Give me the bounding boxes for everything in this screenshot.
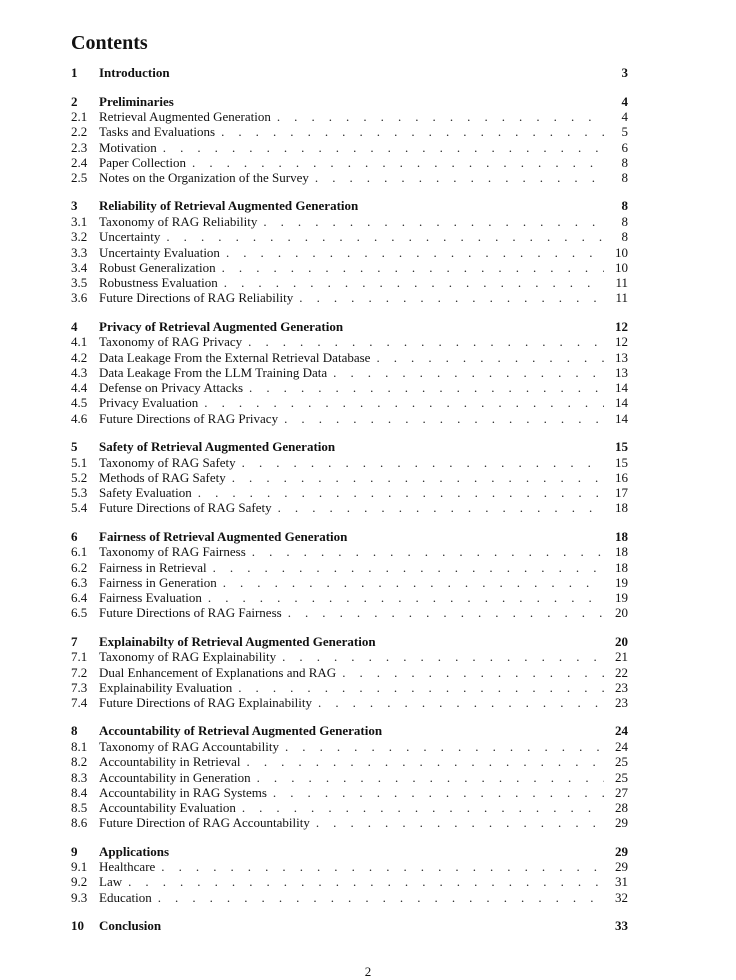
- toc-entry-page: 16: [615, 469, 628, 485]
- toc-entry-page: 14: [615, 395, 628, 411]
- toc-entry-title[interactable]: Fairness of Retrieval Augmented Generation: [99, 528, 348, 544]
- toc-section-entry[interactable]: [71, 124, 628, 139]
- toc-section-entry[interactable]: [71, 665, 628, 680]
- toc-entry-number: 8.2: [71, 754, 88, 770]
- toc-entry-title[interactable]: Law: [99, 874, 123, 890]
- toc-entry-number: 7.3: [71, 679, 88, 695]
- toc-entry-page: 14: [615, 380, 628, 396]
- toc-entry-page: 29: [615, 815, 628, 831]
- toc-chapter-group: [71, 844, 628, 905]
- toc-chapter-entry[interactable]: [71, 65, 628, 81]
- toc-entry-title[interactable]: Motivation: [99, 139, 157, 155]
- dot-leader: [223, 575, 604, 590]
- toc-entry-page: 4: [621, 109, 628, 124]
- toc-chapter-group: [71, 634, 628, 711]
- toc-entry-title[interactable]: Introduction: [99, 65, 170, 80]
- dot-leader: [222, 260, 604, 275]
- toc-entry-title[interactable]: Accountability of Retrieval Augmented Generation: [99, 723, 383, 739]
- toc-entry-title[interactable]: Paper Collection: [99, 154, 187, 170]
- toc-entry-number: 5.3: [71, 485, 88, 501]
- toc-entry-title[interactable]: Retrieval Augmented Generation: [99, 109, 271, 124]
- toc-chapter-entry[interactable]: [71, 198, 628, 214]
- dot-leader: [252, 544, 604, 559]
- toc-section-entry[interactable]: [71, 170, 628, 185]
- toc-entry-title[interactable]: Healthcare: [99, 859, 156, 875]
- toc-entry-page: 6: [621, 139, 628, 155]
- toc-section-entry[interactable]: [71, 859, 628, 874]
- table-of-contents: [71, 30, 628, 947]
- dot-leader: [163, 140, 604, 155]
- toc-entry-page: 8: [621, 154, 628, 170]
- dot-leader: [277, 109, 604, 124]
- toc-entry-title[interactable]: Taxonomy of RAG Fairness: [99, 544, 246, 560]
- toc-entry-title[interactable]: Taxonomy of RAG Explainability: [99, 649, 277, 665]
- toc-chapter-entry[interactable]: [71, 634, 628, 650]
- toc-chapter-entry[interactable]: [71, 319, 628, 335]
- toc-section-entry[interactable]: [71, 350, 628, 365]
- toc-entry-number: 10: [71, 918, 84, 934]
- toc-section-entry[interactable]: [71, 680, 628, 695]
- dot-leader: [213, 560, 604, 575]
- toc-section-entry[interactable]: [71, 290, 628, 305]
- toc-chapter-entry[interactable]: [71, 723, 628, 739]
- dot-leader: [224, 275, 604, 290]
- page-number: 2: [364, 964, 372, 979]
- toc-entry-page: 13: [615, 364, 628, 380]
- toc-section-entry[interactable]: [71, 380, 628, 395]
- toc-entry-title[interactable]: Data Leakage From the LLM Training Data: [99, 364, 328, 380]
- toc-entry-page: 5: [621, 124, 628, 140]
- dot-leader: [263, 214, 604, 229]
- toc-entry-number: 7: [71, 633, 78, 649]
- toc-entry-title[interactable]: Defense on Privacy Attacks: [99, 380, 244, 396]
- toc-entry-page: 25: [615, 769, 628, 785]
- toc-entry-number: 6.5: [71, 605, 88, 621]
- toc-body: [71, 65, 628, 934]
- toc-entry-number: 2.2: [71, 124, 88, 140]
- dot-leader: [128, 874, 604, 889]
- toc-entry-number: 4.3: [71, 364, 88, 380]
- dot-leader: [376, 350, 604, 365]
- toc-entry-number: 3.3: [71, 244, 88, 260]
- toc-entry-page: 15: [615, 439, 628, 455]
- toc-section-entry[interactable]: [71, 485, 628, 500]
- toc-section-entry[interactable]: [71, 140, 628, 155]
- toc-entry-page: 14: [615, 410, 628, 426]
- dot-leader: [242, 800, 604, 815]
- toc-entry-page: 3: [621, 65, 628, 80]
- toc-section-entry[interactable]: [71, 245, 628, 260]
- toc-entry-page: 32: [615, 889, 628, 905]
- toc-entry-number: 2.3: [71, 139, 88, 155]
- toc-entry-title[interactable]: Explainability Evaluation: [99, 679, 233, 695]
- toc-section-entry[interactable]: [71, 155, 628, 170]
- toc-chapter-group: [71, 94, 628, 186]
- toc-section-entry[interactable]: [71, 260, 628, 275]
- toc-entry-page: 12: [615, 318, 628, 334]
- toc-entry-number: 3.6: [71, 290, 88, 306]
- dot-leader: [342, 665, 604, 680]
- toc-section-entry[interactable]: [71, 365, 628, 380]
- toc-entry-page: 8: [621, 198, 628, 214]
- dot-leader: [273, 785, 604, 800]
- toc-entry-number: 5.4: [71, 500, 88, 516]
- toc-entry-number: 6.2: [71, 559, 88, 575]
- toc-entry-number: 9.2: [71, 874, 88, 890]
- toc-entry-page: 18: [615, 528, 628, 544]
- toc-section-entry[interactable]: [71, 214, 628, 229]
- toc-entry-title[interactable]: Reliability of Retrieval Augmented Generation: [99, 198, 359, 214]
- toc-entry-page: 8: [621, 213, 628, 229]
- toc-entry-title[interactable]: Future Directions of RAG Fairness: [99, 605, 282, 621]
- toc-entry-page: 24: [615, 723, 628, 739]
- toc-entry-page: 20: [615, 605, 628, 621]
- toc-entry-title[interactable]: Future Direction of RAG Accountability: [99, 815, 310, 831]
- toc-section-entry[interactable]: [71, 560, 628, 575]
- toc-entry-page: 23: [615, 695, 628, 711]
- toc-entry-page: 31: [615, 874, 628, 890]
- dot-leader: [284, 411, 604, 426]
- toc-entry-page: 20: [615, 633, 628, 649]
- dot-leader: [288, 605, 604, 620]
- toc-entry-page: 33: [615, 918, 628, 934]
- toc-entry-number: 4.6: [71, 410, 88, 426]
- toc-entry-title[interactable]: Education: [99, 889, 152, 905]
- toc-entry-number: 1: [71, 65, 78, 80]
- toc-entry-number: 4.4: [71, 380, 88, 396]
- toc-entry-page: 18: [615, 559, 628, 575]
- toc-section-entry[interactable]: [71, 605, 628, 620]
- dot-leader: [226, 245, 604, 260]
- toc-entry-number: 6.1: [71, 544, 88, 560]
- toc-entry-title[interactable]: Taxonomy of RAG Accountability: [99, 738, 279, 754]
- toc-entry-number: 3.1: [71, 213, 88, 229]
- toc-entry-number: 9.3: [71, 889, 88, 905]
- toc-section-entry[interactable]: [71, 649, 628, 664]
- toc-chapter-group: [71, 319, 628, 426]
- toc-entry-title[interactable]: Methods of RAG Safety: [99, 469, 226, 485]
- toc-entry-number: 2.4: [71, 154, 88, 170]
- page-title: Contents: [71, 32, 148, 54]
- toc-entry-number: 5: [71, 439, 78, 455]
- toc-entry-page: 29: [615, 859, 628, 875]
- toc-section-entry[interactable]: [71, 800, 628, 815]
- toc-entry-title[interactable]: Fairness Evaluation: [99, 590, 202, 606]
- toc-entry-title[interactable]: Taxonomy of RAG Privacy: [99, 334, 243, 350]
- toc-entry-title[interactable]: Accountability in Generation: [99, 769, 251, 785]
- toc-entry-title[interactable]: Applications: [99, 843, 170, 859]
- toc-entry-page: 13: [615, 349, 628, 365]
- dot-leader: [299, 290, 604, 305]
- toc-section-entry[interactable]: [71, 575, 628, 590]
- dot-leader: [333, 365, 604, 380]
- toc-entry-title[interactable]: Uncertainty: [99, 229, 161, 245]
- toc-entry-page: 23: [615, 679, 628, 695]
- toc-entry-number: 8.4: [71, 784, 88, 800]
- toc-section-entry[interactable]: [71, 739, 628, 754]
- toc-entry-page: 29: [615, 843, 628, 859]
- toc-entry-title[interactable]: Data Leakage From the External Retrieval Database: [99, 349, 371, 365]
- toc-section-entry[interactable]: [71, 890, 628, 905]
- toc-entry-title[interactable]: Fairness in Retrieval: [99, 559, 207, 575]
- toc-entry-page: 15: [615, 454, 628, 470]
- toc-entry-page: 22: [615, 664, 628, 680]
- toc-section-entry[interactable]: [71, 695, 628, 710]
- toc-chapter-group: [71, 198, 628, 305]
- toc-entry-number: 3.4: [71, 259, 88, 275]
- toc-section-entry[interactable]: [71, 334, 628, 349]
- toc-entry-page: 18: [615, 500, 628, 516]
- toc-section-entry[interactable]: [71, 275, 628, 290]
- toc-entry-title[interactable]: Robust Generalization: [99, 259, 216, 275]
- dot-leader: [242, 455, 604, 470]
- toc-entry-title[interactable]: Safety Evaluation: [99, 485, 192, 501]
- toc-entry-number: 4: [71, 318, 78, 334]
- dot-leader: [204, 395, 604, 410]
- dot-leader: [318, 695, 604, 710]
- toc-entry-page: 28: [615, 800, 628, 816]
- dot-leader: [248, 334, 604, 349]
- dot-leader: [221, 124, 604, 139]
- toc-chapter-group: [71, 439, 628, 516]
- toc-entry-number: 8.1: [71, 738, 88, 754]
- toc-entry-number: 2: [71, 93, 78, 109]
- toc-entry-number: 5.1: [71, 454, 88, 470]
- dot-leader: [208, 590, 604, 605]
- dot-leader: [257, 770, 604, 785]
- toc-entry-page: 21: [615, 649, 628, 665]
- toc-entry-page: 10: [615, 259, 628, 275]
- toc-chapter-group: [71, 65, 628, 81]
- toc-entry-number: 2.5: [71, 170, 88, 186]
- toc-entry-title[interactable]: Tasks and Evaluations: [99, 124, 216, 140]
- toc-section-entry[interactable]: [71, 229, 628, 244]
- toc-section-entry[interactable]: [71, 770, 628, 785]
- toc-chapter-entry[interactable]: [71, 439, 628, 455]
- toc-entry-page: 12: [615, 334, 628, 350]
- toc-entry-page: 8: [621, 229, 628, 245]
- toc-entry-page: 24: [615, 738, 628, 754]
- dot-leader: [232, 470, 604, 485]
- toc-entry-title[interactable]: Robustness Evaluation: [99, 275, 218, 291]
- dot-leader: [166, 229, 604, 244]
- toc-entry-number: 4.2: [71, 349, 88, 365]
- toc-entry-number: 8: [71, 723, 78, 739]
- toc-entry-number: 8.5: [71, 800, 88, 816]
- toc-entry-page: 18: [615, 544, 628, 560]
- dot-leader: [161, 859, 604, 874]
- toc-chapter-entry[interactable]: [71, 529, 628, 545]
- toc-entry-title[interactable]: Future Directions of RAG Reliability: [99, 290, 294, 306]
- toc-entry-title[interactable]: Privacy Evaluation: [99, 395, 199, 411]
- toc-entry-title[interactable]: Fairness in Generation: [99, 574, 217, 590]
- toc-entry-number: 8.6: [71, 815, 88, 831]
- toc-entry-number: 3: [71, 198, 78, 214]
- toc-entry-number: 6.3: [71, 574, 88, 590]
- toc-entry-number: 4.1: [71, 334, 88, 350]
- toc-chapter-entry[interactable]: [71, 844, 628, 860]
- toc-entry-title[interactable]: Dual Enhancement of Explanations and RAG: [99, 664, 337, 680]
- dot-leader: [247, 754, 604, 769]
- dot-leader: [238, 680, 604, 695]
- toc-entry-title[interactable]: Safety of Retrieval Augmented Generation: [99, 439, 336, 455]
- dot-leader: [158, 890, 604, 905]
- toc-entry-title[interactable]: Accountability in RAG Systems: [99, 784, 267, 800]
- toc-entry-title[interactable]: Uncertainty Evaluation: [99, 244, 220, 260]
- toc-entry-title[interactable]: Future Directions of RAG Explainability: [99, 695, 313, 711]
- toc-section-entry[interactable]: [71, 544, 628, 559]
- toc-entry-title[interactable]: Future Directions of RAG Safety: [99, 500, 272, 516]
- toc-section-entry[interactable]: [71, 874, 628, 889]
- toc-entry-page: 11: [615, 290, 628, 306]
- toc-chapter-group: [71, 918, 628, 934]
- toc-entry-title[interactable]: Future Directions of RAG Privacy: [99, 410, 279, 426]
- toc-entry-number: 8.3: [71, 769, 88, 785]
- toc-entry-number: 6.4: [71, 590, 88, 606]
- toc-entry-number: 7.1: [71, 649, 88, 665]
- toc-section-entry[interactable]: [71, 411, 628, 426]
- dot-leader: [282, 649, 604, 664]
- toc-entry-number: 6: [71, 528, 78, 544]
- toc-entry-number: 7.2: [71, 664, 88, 680]
- toc-entry-page: 11: [615, 275, 628, 291]
- toc-entry-number: 7.4: [71, 695, 88, 711]
- toc-entry-number: 2.1: [71, 109, 88, 124]
- toc-section-entry[interactable]: [71, 500, 628, 515]
- toc-entry-title[interactable]: Privacy of Retrieval Augmented Generation: [99, 318, 344, 334]
- toc-section-entry[interactable]: [71, 754, 628, 769]
- toc-entry-title[interactable]: Preliminaries: [99, 93, 174, 109]
- toc-entry-title[interactable]: Accountability in Retrieval: [99, 754, 241, 770]
- toc-entry-number: 9.1: [71, 859, 88, 875]
- toc-entry-page: 19: [615, 574, 628, 590]
- toc-chapter-entry[interactable]: [71, 918, 628, 934]
- dot-leader: [285, 739, 604, 754]
- toc-entry-number: 3.5: [71, 275, 88, 291]
- dot-leader: [316, 815, 604, 830]
- dot-leader: [198, 485, 604, 500]
- toc-entry-page: 8: [621, 170, 628, 186]
- toc-entry-page: 4: [621, 93, 628, 109]
- toc-section-entry[interactable]: [71, 590, 628, 605]
- toc-section-entry[interactable]: [71, 470, 628, 485]
- toc-entry-title[interactable]: Accountability Evaluation: [99, 800, 236, 816]
- toc-entry-number: 9: [71, 843, 78, 859]
- toc-section-entry[interactable]: [71, 455, 628, 470]
- toc-entry-title[interactable]: Conclusion: [99, 918, 162, 934]
- toc-section-entry[interactable]: [71, 395, 628, 410]
- toc-chapter-entry[interactable]: [71, 94, 628, 110]
- toc-entry-title[interactable]: Taxonomy of RAG Safety: [99, 454, 236, 470]
- toc-entry-title[interactable]: Taxonomy of RAG Reliability: [99, 213, 258, 229]
- toc-section-entry[interactable]: [71, 785, 628, 800]
- dot-leader: [315, 170, 604, 185]
- toc-entry-number: 5.2: [71, 469, 88, 485]
- toc-entry-title[interactable]: Notes on the Organization of the Survey: [99, 170, 309, 186]
- toc-entry-page: 25: [615, 754, 628, 770]
- toc-section-entry[interactable]: [71, 815, 628, 830]
- toc-chapter-group: [71, 723, 628, 830]
- toc-entry-number: 4.5: [71, 395, 88, 411]
- toc-entry-page: 27: [615, 784, 628, 800]
- dot-leader: [278, 500, 604, 515]
- toc-entry-page: 17: [615, 485, 628, 501]
- dot-leader: [192, 155, 604, 170]
- toc-chapter-group: [71, 529, 628, 621]
- toc-entry-page: 19: [615, 590, 628, 606]
- toc-entry-page: 10: [615, 244, 628, 260]
- dot-leader: [249, 380, 604, 395]
- toc-entry-title[interactable]: Explainabilty of Retrieval Augmented Generation: [99, 633, 376, 649]
- toc-section-entry[interactable]: [71, 109, 628, 124]
- toc-entry-number: 3.2: [71, 229, 88, 245]
